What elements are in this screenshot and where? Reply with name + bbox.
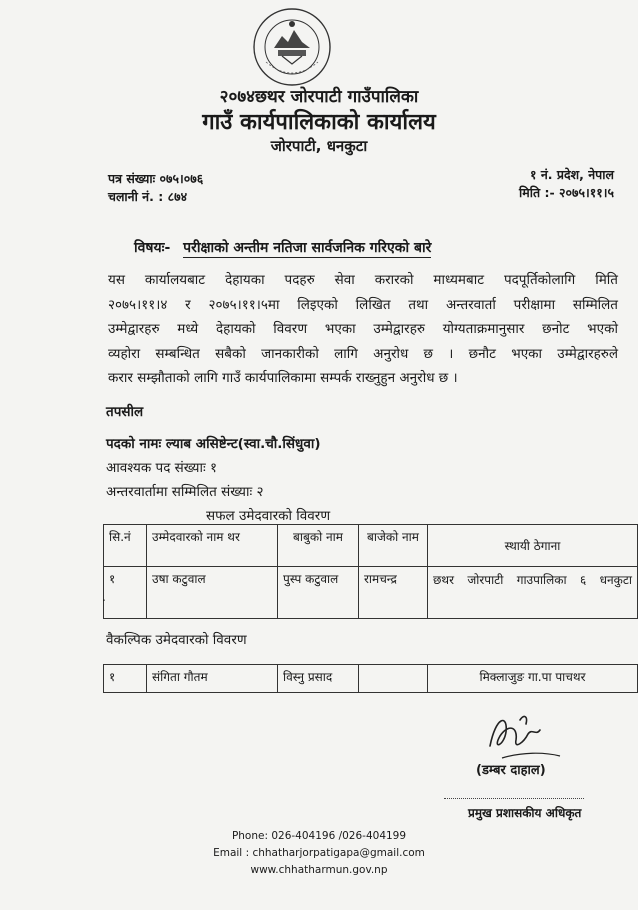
province-line: १ नं. प्रदेश, नेपाल <box>530 167 614 182</box>
table-header-cell: बाजेको नाम <box>359 525 428 567</box>
table-header-cell: बाबुको नाम <box>278 525 359 567</box>
table-row <box>104 665 638 693</box>
alternate-candidates-table <box>103 664 638 693</box>
table-cell: उषा कटुवाल <box>147 567 278 619</box>
table-cell: संगिता गौतम <box>147 665 278 693</box>
tapasil-heading: तपसील <box>106 404 144 420</box>
table-cell: मिक्लाजुङ गा.पा पाचथर <box>428 665 638 693</box>
signatory-post: प्रमुख प्रशासकीय अधिकृत <box>468 806 582 820</box>
table-cell: रामचन्द्र <box>359 567 428 619</box>
table-cell: विस्नु प्रसाद <box>278 665 359 693</box>
table-cell: पुस्प कटुवाल <box>278 567 359 619</box>
table-cell: १ <box>104 567 147 619</box>
required-posts: आवश्यक पद संख्याः १ <box>106 460 218 476</box>
post-name: पदको नामः ल्याब असिष्टेन्ट(स्वा.चौ.सिंधुवा) <box>106 436 321 452</box>
body-line: २०७५।११।४ र २०७५।११।५मा लिइएको लिखित तथा अन्तरवार्ता परीक्षामा सम्मिलित <box>108 296 618 313</box>
table-row <box>104 567 638 619</box>
contact-email: Email : chhatharjorpatigapa@gmail.com <box>213 847 425 859</box>
body-line: करार सम्झौताको लागि गाउँ कार्यपालिकामा सम्पर्क राख्नुहुन अनुरोध छ । <box>108 370 458 386</box>
body-line: व्यहोरा सम्बन्धित सबैको जानकारीको लागि अनुरोध छ । छनौट भएका उम्मेद्वारहरुले <box>108 345 618 362</box>
table-header-cell: उम्मेदवारको नाम थर <box>147 525 278 567</box>
letter-number: पत्र संख्याः ०७५।०७६ <box>108 171 204 186</box>
body-line: यस कार्यालयबाट देहायका पदहरु सेवा करारको माध्यमबाट पदपूर्तिकोलागि मिति <box>108 272 618 288</box>
dispatch-number: चलानी नं. : ८७४ <box>108 189 188 204</box>
signature-line <box>444 798 584 799</box>
signatory-name: (डम्बर दाहाल) <box>476 763 546 778</box>
successful-table-title: सफल उमेदवारको विवरण <box>206 508 331 524</box>
date-line: मिति :- २०७५।११।५ <box>519 185 614 200</box>
alternate-table-title: वैकल्पिक उमेदवारको विवरण <box>106 632 247 648</box>
table-header-row <box>104 525 638 567</box>
participants-count: अन्तरवार्तामा सम्मिलित संख्याः २ <box>106 484 264 500</box>
municipality-seal <box>248 4 336 90</box>
body-line: उम्मेद्वारहरु मध्ये देहायको विवरण भएका उम्मेद्वारहरु योग्यताक्रमानुसार छनोट भएको <box>108 321 618 337</box>
subject-label: विषयः- <box>134 240 171 256</box>
table-header-cell: सि.नं <box>104 525 147 567</box>
table-header-cell: स्थायी ठेगाना <box>428 525 638 567</box>
contact-website: www.chhatharmun.gov.np <box>250 864 388 876</box>
office-line-3: जोरपाटी, धनकुटा <box>270 137 368 155</box>
body-paragraph <box>108 268 618 391</box>
table-cell: १ <box>104 665 147 693</box>
contact-phone: Phone: 026-404196 /026-404199 <box>231 830 407 842</box>
successful-candidates-table <box>103 524 638 619</box>
office-line-1: २०७४छथर जोरपाटी गाउँपालिका <box>219 87 419 107</box>
office-line-2: गाउँ कार्यपालिकाको कार्यालय <box>202 110 436 135</box>
table-cell: छथर जोरपाटी गाउपालिका ६ धनकुटा <box>428 567 638 619</box>
row-mark: . <box>102 590 106 604</box>
subject-line <box>134 238 431 257</box>
table-cell <box>359 665 428 693</box>
subject-text: परीक्षाको अन्तीम नतिजा सार्वजनिक गरिएको बारे <box>183 240 432 256</box>
